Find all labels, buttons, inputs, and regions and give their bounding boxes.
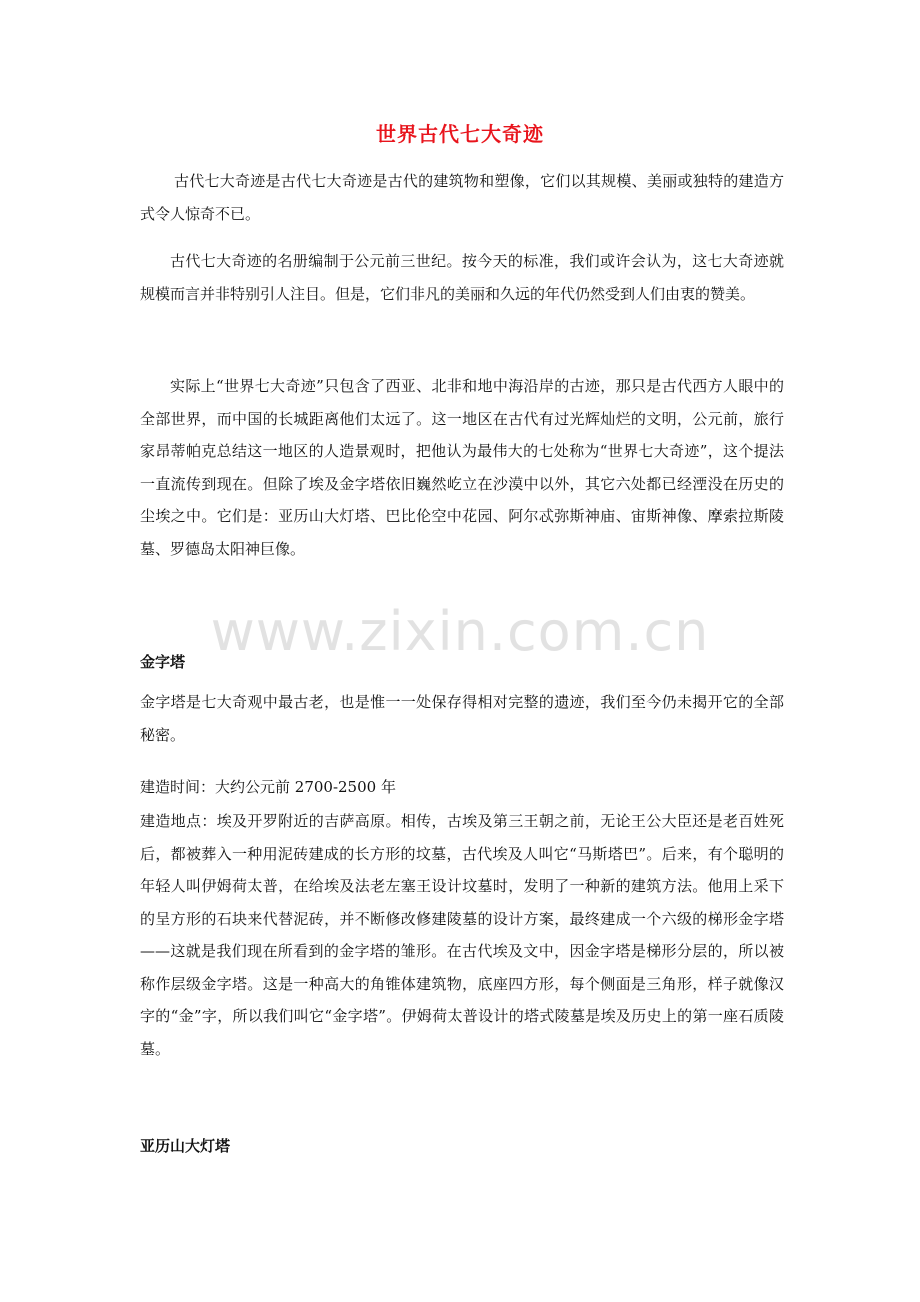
intro-paragraph-1: 古代七大奇迹是古代七大奇迹是古代的建筑物和塑像，它们以其规模、美丽或独特的建造方式令人惊奇不已。 [140, 172, 784, 223]
pyramid-build-place: 建造地点：埃及开罗附近的吉萨高原。相传，古埃及第三王朝之前，无论王公大臣还是老百姓死后，都被葬入一种用泥砖建成的长方形的坟墓，古代埃及人叫它“马斯塔巴”。后来，有个聪明的年轻人叫伊姆荷太普，在给埃及法老左塞王设计坟墓时，发明了一种新的建筑方法。他用上采下的呈方形的石块来代替泥砖，并不断修改修建陵墓的设计方案，最终建成一个六级的梯形金字塔——这就是我们现在所看到的金字塔的雏形。在古代埃及文中，因金字塔是梯形分层的，所以被称作层级金字塔。这是一种高大的角锥体建筑物，底座四方形，每个侧面是三角形，样子就像汉字的“金”字，所以我们叫它“金字塔”。伊姆荷太普设计的塔式陵墓是埃及历史上的第一座石质陵墓。 [140, 812, 784, 1058]
pyramid-description: 金字塔是七大奇观中最古老，也是惟一一处保存得相对完整的遗迹，我们至今仍未揭开它的全部秘密。 [140, 693, 784, 744]
watermark: www.zixin.com.cn [210, 600, 710, 663]
section-heading-pyramid: 金字塔 [140, 653, 186, 671]
intro-paragraph-2: 古代七大奇迹的名册编制于公元前三世纪。按今天的标准，我们或许会认为，这七大奇迹就规模而言并非特别引人注目。但是，它们非凡的美丽和久远的年代仍然受到人们由衷的赞美。 [140, 252, 784, 303]
intro-paragraph-3: 实际上“世界七大奇迹”只包含了西亚、北非和地中海沿岸的古迹，那只是古代西方人眼中的全部世界，而中国的长城距离他们太远了。这一地区在古代有过光辉灿烂的文明，公元前，旅行家昂蒂帕克总结这一地区的人造景观时，把他认为最伟大的七处称为“世界七大奇迹”，这个提法一直流传到现在。但除了埃及金字塔依旧巍然屹立在沙漠中以外，其它六处都已经湮没在历史的尘埃之中。它们是：亚历山大灯塔、巴比伦空中花园、阿尔忒弥斯神庙、宙斯神像、摩索拉斯陵墓、罗德岛太阳神巨像。 [140, 377, 784, 558]
document-title: 世界古代七大奇迹 [376, 122, 544, 146]
section-heading-lighthouse: 亚历山大灯塔 [140, 1137, 231, 1155]
pyramid-build-time: 建造时间：大约公元前 2700-2500 年 [140, 778, 396, 796]
